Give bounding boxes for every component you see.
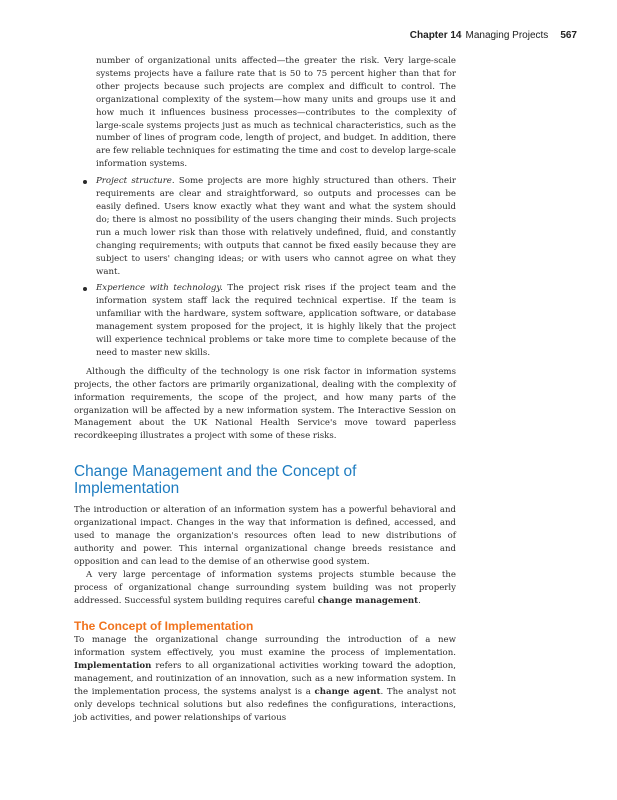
implementation-text-end: . The analyst not only develops technical solutions but also redefines the configurations, interactions, job activities, and power relationships of various (74, 687, 456, 723)
term-change-agent: change agent (314, 687, 381, 698)
change-paragraph-2-end: . (418, 595, 421, 606)
bullet-text: The project risk rises if the project team and the information system staff lack the required technical expertise. If the team is unfamiliar with the hardware, system software, application software, or database management system proposed for the project, it is highly likely that the project will experience technical problems or take more time to complete because of the need to master new skills. (96, 283, 456, 358)
change-paragraph-2 (74, 569, 456, 608)
bullet-icon (83, 287, 87, 291)
bullet-icon (83, 180, 87, 184)
bullet-project-structure (74, 175, 456, 278)
bullet-experience-with-technology (74, 282, 456, 359)
bullet-paragraph (96, 175, 456, 278)
change-paragraph-2-start: A very large percentage of information systems projects stumble because the process of organizational change surrounding system building was not properly addressed. Successful system building requires careful (74, 569, 456, 606)
page-number: 567 (560, 30, 577, 41)
bullet-lead: Project structure. (96, 176, 175, 187)
intro-continuation-block (96, 55, 456, 171)
implementation-paragraph (74, 634, 456, 724)
bullet-text: Some projects are more highly structured than others. Their requirements are clear and straightforward, so outputs and processes can be easily defined. Users know exactly what they want and what the system should do; there is almost no possibility of the users changing their minds. Such projects run a much lower risk than those with relatively undefined, fluid, and constantly changing requirements; with outputs that cannot be fixed easily because they are subject to users' changing ideas; or with users who cannot agree on what they want. (96, 176, 456, 277)
bullet-lead: Experience with technology. (96, 283, 223, 294)
change-paragraph-1: The introduction or alteration of an information system has a powerful behavioral and organizational impact. Changes in the way that information is defined, accessed, and used to manage the organization's resources often lead to new distributions of authority and power. This internal organizational change breeds resistance and opposition and can lead to the demise of an otherwise good system. (74, 505, 456, 567)
bullet-paragraph (96, 282, 456, 359)
implementation-text-start: To manage the organizational change surrounding the introduction of a new information system effectively, you must examine the process of implementation. (74, 635, 456, 659)
risk-factors-paragraph: Although the difficulty of the technology is one risk factor in information systems projects, the other factors are primarily organizational, dealing with the complexity of information requirements, the scope of the project, and how many parts of the organization will be affected by a new information system. The Interactive Session on Management about the UK National Health Service's move toward paperless recordkeeping illustrates a project with some of these risks. (74, 366, 456, 442)
term-change-management: change management (317, 595, 419, 606)
section-heading-change-management: Change Management and the Concept of Implementation (74, 463, 357, 498)
chapter-label: Chapter 14 (409, 30, 462, 41)
chapter-title: Managing Projects (465, 30, 549, 41)
body-text (74, 55, 456, 725)
term-implementation: Implementation (74, 661, 152, 672)
subsection-heading-implementation: The Concept of Implementation (74, 618, 254, 633)
implementation-text-middle: refers to all organizational activities working toward the adoption, management, and routinization of an innovation, such as a new information system. In the implementation process, the systems analyst is a (74, 661, 456, 698)
intro-continuation-paragraph: number of organizational units affected—the greater the risk. Very large-scale systems projects have a failure rate that is 50 to 75 percent higher than that for other projects because such projects are complex and difficult to control. The organizational complexity of the system—how many units and groups use it and how much it influences business processes—contributes to the complexity of large-scale systems projects just as much as technical characteristics, such as the number of lines of program code, length of project, and budget. In addition, there are few reliable techniques for estimating the time and cost to develop large-scale information systems. (96, 56, 456, 170)
running-head (410, 30, 577, 41)
